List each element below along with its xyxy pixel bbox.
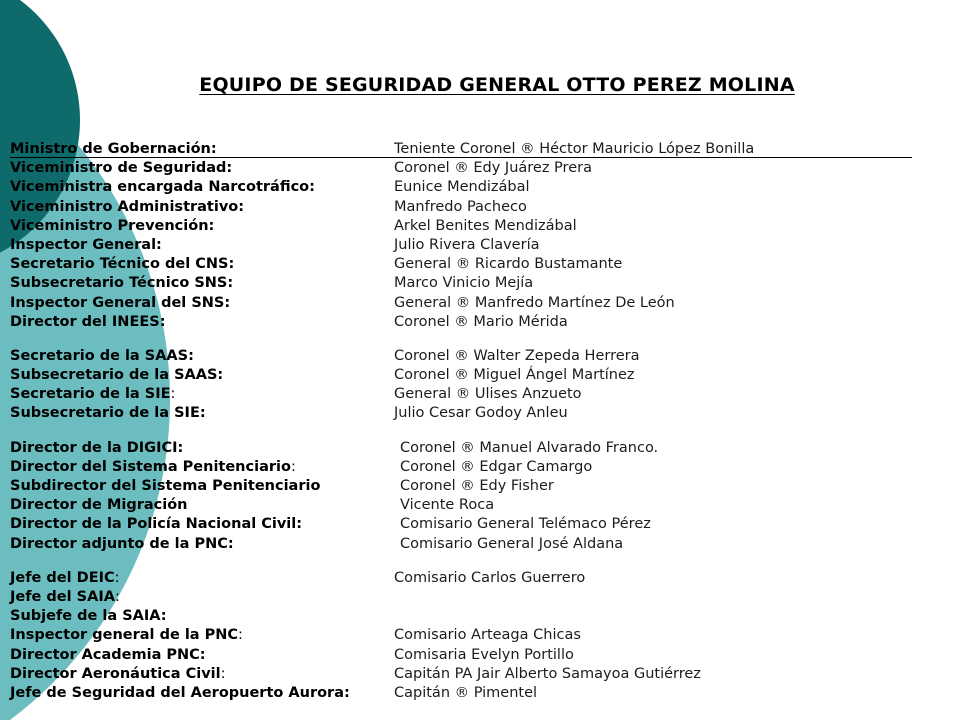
role-label: Secretario de la SAAS: [10, 347, 194, 364]
role-label: Inspector General del SNS: [10, 294, 231, 311]
role-label: Director de Migración [10, 497, 188, 514]
role-label: Director de la Policía Nacional Civil: [10, 516, 303, 533]
person-name: Coronel ® Miguel Ángel Martínez [394, 367, 635, 384]
person-name: Manfredo Pacheco [394, 198, 527, 215]
person-name: Marco Vinicio Mejía [394, 275, 534, 292]
role-label: Subdirector del Sistema Penitenciario [10, 478, 321, 494]
role-label: Director Aeronáutica Civil: [10, 665, 226, 682]
role-label: Viceministro Administrativo: [10, 198, 245, 215]
role-label: Subsecretario Técnico SNS: [10, 275, 234, 292]
role-label: Subsecretario de la SIE: [10, 405, 206, 422]
person-name: Comisario Carlos Guerrero [394, 569, 586, 586]
person-name: Coronel ® Manuel Alvarado Franco. [400, 439, 659, 456]
page-title: EQUIPO DE SEGURIDAD GENERAL OTTO PEREZ MOLINA [199, 74, 795, 96]
person-name: Coronel ® Edgar Camargo [400, 458, 593, 475]
role-label: Jefe del SAIA: [10, 588, 120, 605]
role-label: Subjefe de la SAIA: [10, 608, 167, 625]
role-label: Ministro de Gobernación: [10, 141, 217, 157]
person-name: Capitán PA Jair Alberto Samayoa Gutiérrez [394, 665, 701, 682]
role-label: Subsecretario de la SAAS: [10, 367, 224, 384]
person-name: Comisario Arteaga Chicas [394, 627, 581, 644]
person-name: Coronel ® Edy Fisher [400, 478, 554, 494]
person-name: Julio Cesar Godoy Anleu [394, 405, 568, 422]
role-label: Director de la DIGICI: [10, 439, 184, 456]
person-name: Coronel ® Edy Juárez Prera [394, 160, 592, 177]
role-label: Director del INEES: [10, 313, 166, 330]
role-label: Director adjunto de la PNC: [10, 535, 234, 552]
person-name: Comisario General Telémaco Pérez [400, 516, 651, 533]
person-name: Coronel ® Walter Zepeda Herrera [394, 347, 640, 364]
person-name: General ® Manfredo Martínez De León [394, 294, 675, 311]
person-name: General ® Ulises Anzueto [394, 386, 582, 403]
person-name: Eunice Mendizábal [394, 179, 530, 196]
person-name: Julio Rivera Clavería [394, 236, 540, 253]
role-label: Secretario de la SIE: [10, 386, 176, 403]
role-label: Director Academia PNC: [10, 646, 206, 663]
person-name: Arkel Benites Mendizábal [394, 217, 577, 234]
role-label: Jefe de Seguridad del Aeropuerto Aurora: [10, 684, 350, 701]
person-name: Capitán ® Pimentel [394, 684, 538, 701]
person-name: Comisaria Evelyn Portillo [394, 646, 574, 663]
role-label: Jefe del DEIC: [10, 569, 120, 586]
person-name: Coronel ® Mario Mérida [394, 313, 568, 330]
role-label: Viceministro de Seguridad: [10, 160, 233, 177]
role-label: Director del Sistema Penitenciario: [10, 458, 296, 475]
person-name: Teniente Coronel ® Héctor Mauricio López Bonilla [394, 141, 755, 157]
person-name: Comisario General José Aldana [400, 535, 624, 552]
person-name: Vicente Roca [400, 497, 495, 514]
role-label: Viceministra encargada Narcotráfico: [10, 179, 315, 196]
role-label: Inspector general de la PNC: [10, 627, 243, 644]
role-label: Inspector General: [10, 236, 162, 253]
role-label: Secretario Técnico del CNS: [10, 256, 235, 273]
role-label: Viceministro Prevención: [10, 217, 215, 234]
person-name: General ® Ricardo Bustamante [394, 256, 623, 273]
